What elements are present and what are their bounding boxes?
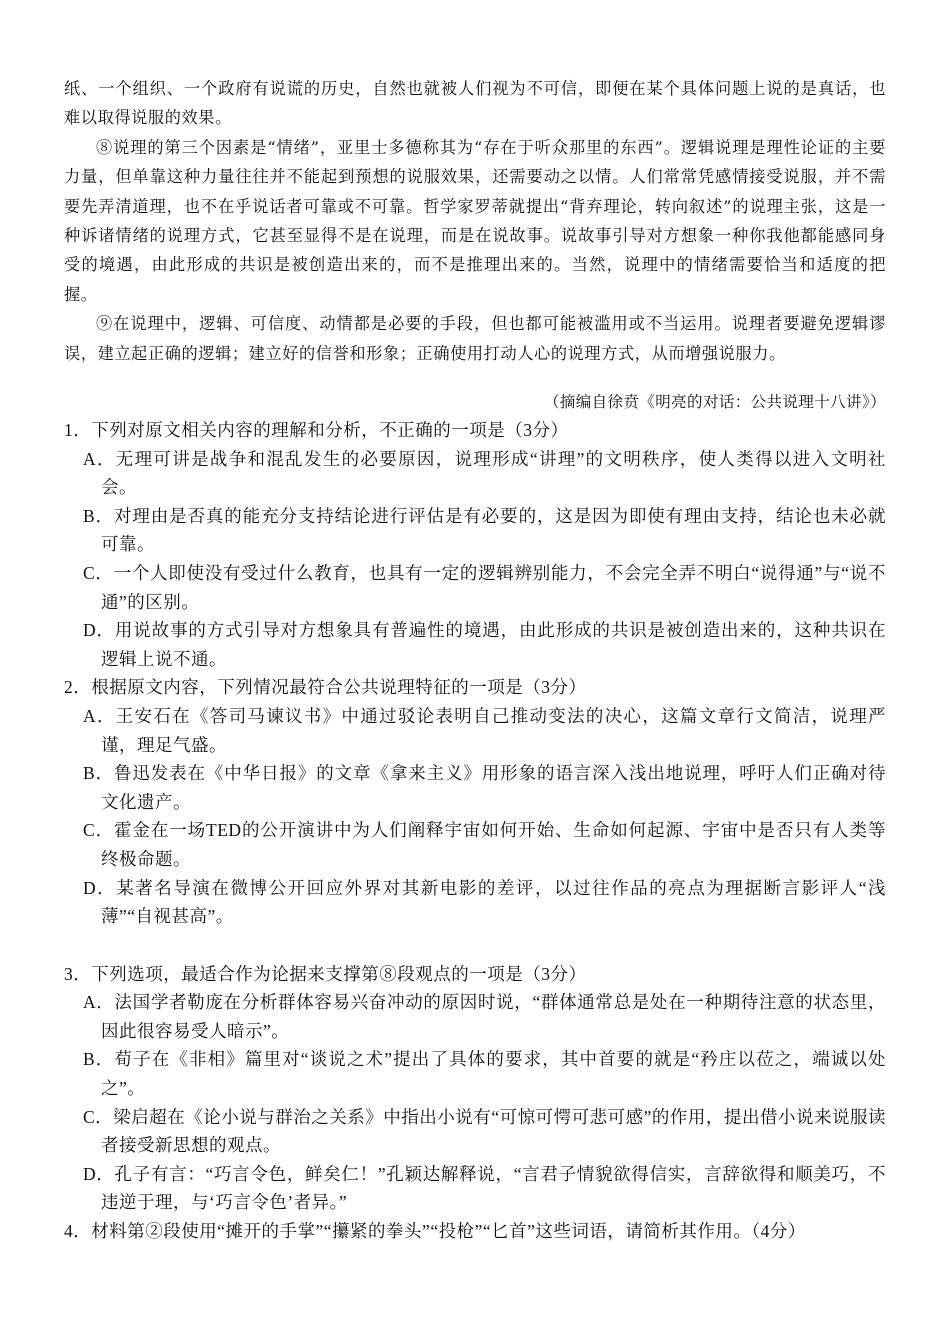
option-b: B．对理由是否真的能充分支持结论进行评估是有必要的，这是因为即使有理由支持，结论也未必就可靠。: [83, 505, 886, 555]
option-d: D．孔子有言：“巧言令色，鲜矣仁！”孔颖达解释说，“言君子情貌欲得信实，言辞欲得和顺美巧，不违逆于理，与‘巧言令色’者异。”: [83, 1163, 886, 1213]
question-list: [64, 416, 886, 1246]
option-d: D．某著名导演在微博公开回应外界对其新电影的差评，以过往作品的亮点为理据断言影评人“浅薄”“自视甚高”。: [83, 877, 886, 927]
option-a: A．王安石在《答司马谏议书》中通过驳论表明自己推动变法的决心，这篇文章行文简洁，说理严谨，理足气盛。: [83, 705, 886, 755]
passage-source: （摘编自徐贲《明亮的对话：公共说理十八讲》）: [543, 393, 886, 411]
question-stem: 4．材料第②段使用“摊开的手掌”“攥紧的拳头”“投枪”“匕首”这些词语，请简析其作用。（4分）: [64, 1221, 806, 1242]
passage-paragraph-continued: 纸、一个组织、一个政府有说谎的历史，自然也就被人们视为不可信，即便在某个具体问题上说的是真话，也难以取得说服的效果。: [64, 79, 886, 128]
question-stem: 2．根据原文内容，下列情况最符合公共说理特征的一项是（3分）: [64, 677, 587, 698]
passage-paragraph-9: ⑨在说理中，逻辑、可信度、动情都是必要的手段，但也都可能被滥用或不当运用。说理者要避免逻辑谬误，建立起正确的逻辑；建立好的信誉和形象；正确使用打动人心的说理方式，从而增强说服力。: [64, 314, 886, 363]
option-b: B．鲁迅发表在《中华日报》的文章《拿来主义》用形象的语言深入浅出地说理，呼吁人们正确对待文化遗产。: [83, 763, 886, 812]
option-a: A．法国学者勒庞在分析群体容易兴奋冲动的原因时说，“群体通常总是处在一种期待注意的状态里，因此很容易受人暗示”。: [83, 992, 886, 1041]
blank-spacer: [64, 931, 886, 960]
question-4: [64, 1217, 886, 1246]
option-a: A．无理可讲是战争和混乱发生的必要原因，说理形成“讲理”的文明秩序，使人类得以进入文明社会。: [83, 448, 886, 498]
question-1: [64, 416, 886, 673]
option-c: C．一个人即使没有受过什么教育，也具有一定的逻辑辨别能力，不会完全弄不明白“说得通”与“说不通”的区别。: [83, 562, 886, 612]
question-3: [64, 960, 886, 1217]
option-c: C．梁启超在《论小说与群治之关系》中指出小说有“可惊可愕可悲可感”的作用，提出借小说来说服读者接受新思想的观点。: [83, 1106, 886, 1156]
option-b: B．荀子在《非相》篇里对“谈说之术”提出了具体的要求，其中首要的就是“矜庄以莅之，端诚以处之”。: [83, 1049, 886, 1099]
option-c: C．霍金在一场TED的公开演讲中为人们阐释宇宙如何开始、生命如何起源、宇宙中是否只有人类等终极命题。: [83, 820, 886, 869]
passage-paragraph-8: ⑧说理的第三个因素是“情绪”，亚里士多德称其为“存在于听众那里的东西”。逻辑说理是理性论证的主要力量，但单靠这种力量往往并不能起到预想的说服效果，还需要动之以情。人们常常凭感情接受说服，并不需要先弄清道理，也不在乎说话者可靠或不可靠。哲学家罗蒂就提出“背弃理论，转向叙述”的说理主张，这是一种诉诸情绪的说理方式，它甚至显得不是在说理，而是在说故事。说故事引导对方想象一种你我他都能感同身受的境遇，由此形成的共识是被创造出来的，而不是推理出来的。当然，说理中的情绪需要恰当和适度的把握。: [64, 137, 886, 304]
question-2: [64, 673, 886, 930]
question-stem: 1．下列对原文相关内容的理解和分析，不正确的一项是（3分）: [64, 420, 569, 440]
reading-passage: [64, 74, 886, 368]
option-d: D．用说故事的方式引导对方想象具有普遍性的境遇，由此形成的共识是被创造出来的，这种共识在逻辑上说不通。: [83, 620, 886, 669]
question-stem: 3．下列选项，最适合作为论据来支撑第⑧段观点的一项是（3分）: [64, 963, 587, 984]
